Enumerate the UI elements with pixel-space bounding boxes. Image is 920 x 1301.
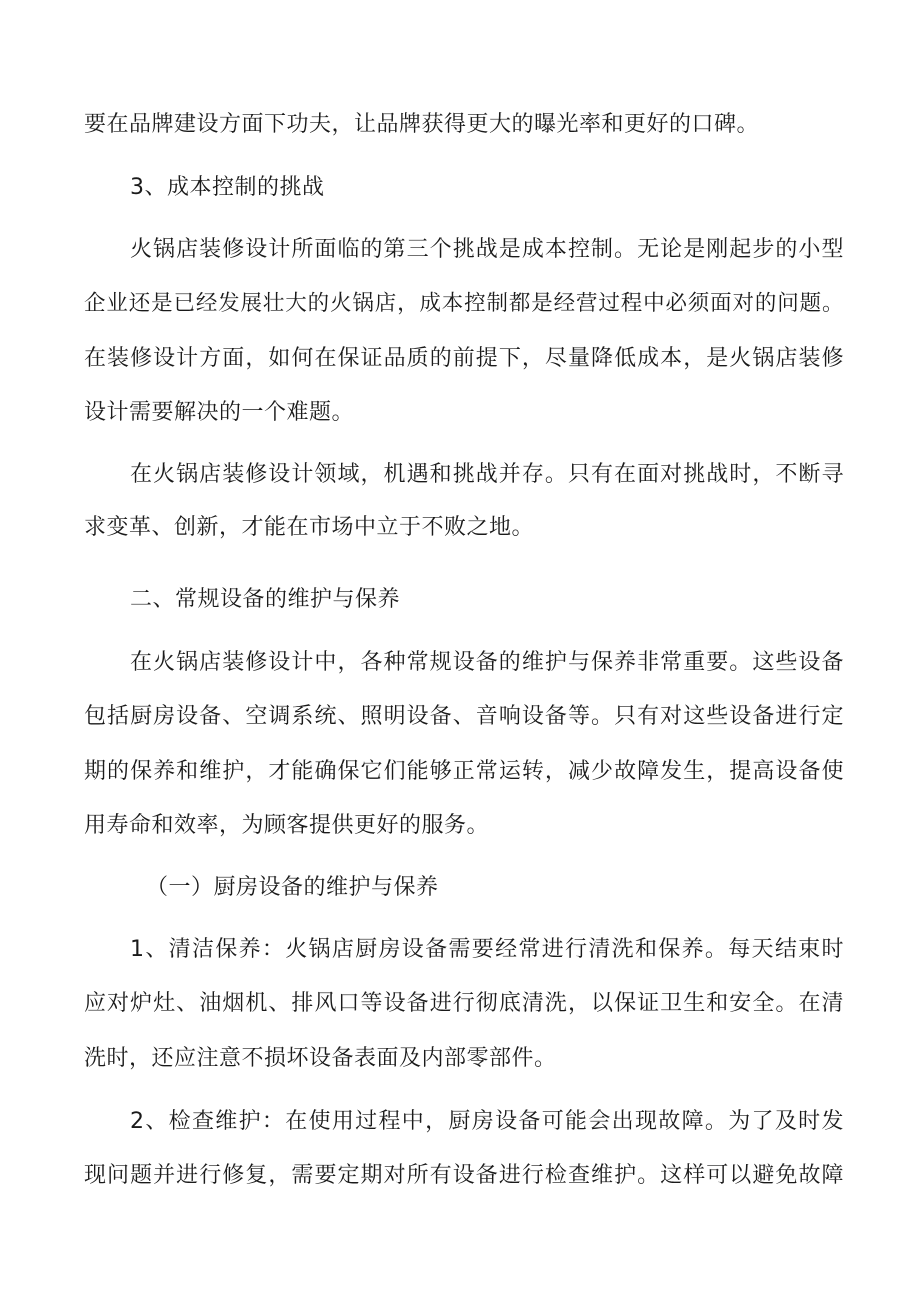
paragraph-line: 用寿命和效率，为顾客提供更好的服务。	[84, 813, 490, 838]
paragraph-line: 求变革、创新，才能在市场中立于不败之地。	[84, 515, 535, 540]
paragraph-line: 要在品牌建设方面下功夫，让品牌获得更大的曝光率和更好的口碑。	[84, 112, 760, 137]
subsection-heading-kitchen-equipment: （一）厨房设备的维护与保养	[146, 875, 439, 900]
paragraph-line: 设计需要解决的一个难题。	[84, 400, 355, 425]
paragraph-line: 期的保养和维护，才能确保它们能够正常运转，减少故障发生，提高设备使	[84, 759, 844, 784]
section-heading-cost-control: 3、成本控制的挑战	[130, 175, 325, 200]
paragraph-line: 在装修设计方面，如何在保证品质的前提下，尽量降低成本，是火锅店装修	[84, 346, 844, 371]
paragraph-line: 1、清洁保养：火锅店厨房设备需要经常进行清洗和保养。每天结束时	[130, 937, 844, 962]
paragraph-line: 应对炉灶、油烟机、排风口等设备进行彻底清洗，以保证卫生和安全。在清	[84, 991, 844, 1016]
paragraph-line: 包括厨房设备、空调系统、照明设备、音响设备等。只有对这些设备进行定	[84, 704, 844, 729]
paragraph-line: 现问题并进行修复，需要定期对所有设备进行检查维护。这样可以避免故障	[84, 1163, 844, 1188]
paragraph-line: 企业还是已经发展壮大的火锅店，成本控制都是经营过程中必须面对的问题。	[84, 291, 844, 316]
paragraph-line: 2、检查维护：在使用过程中，厨房设备可能会出现故障。为了及时发	[130, 1109, 844, 1134]
paragraph-line: 火锅店装修设计所面临的第三个挑战是成本控制。无论是刚起步的小型	[130, 237, 844, 262]
section-heading-equipment-maintenance: 二、常规设备的维护与保养	[130, 587, 401, 612]
paragraph-line: 在火锅店装修设计中，各种常规设备的维护与保养非常重要。这些设备	[130, 650, 844, 675]
paragraph-line: 洗时，还应注意不损坏设备表面及内部零部件。	[84, 1046, 557, 1071]
paragraph-line: 在火锅店装修设计领域，机遇和挑战并存。只有在面对挑战时，不断寻	[130, 462, 844, 487]
